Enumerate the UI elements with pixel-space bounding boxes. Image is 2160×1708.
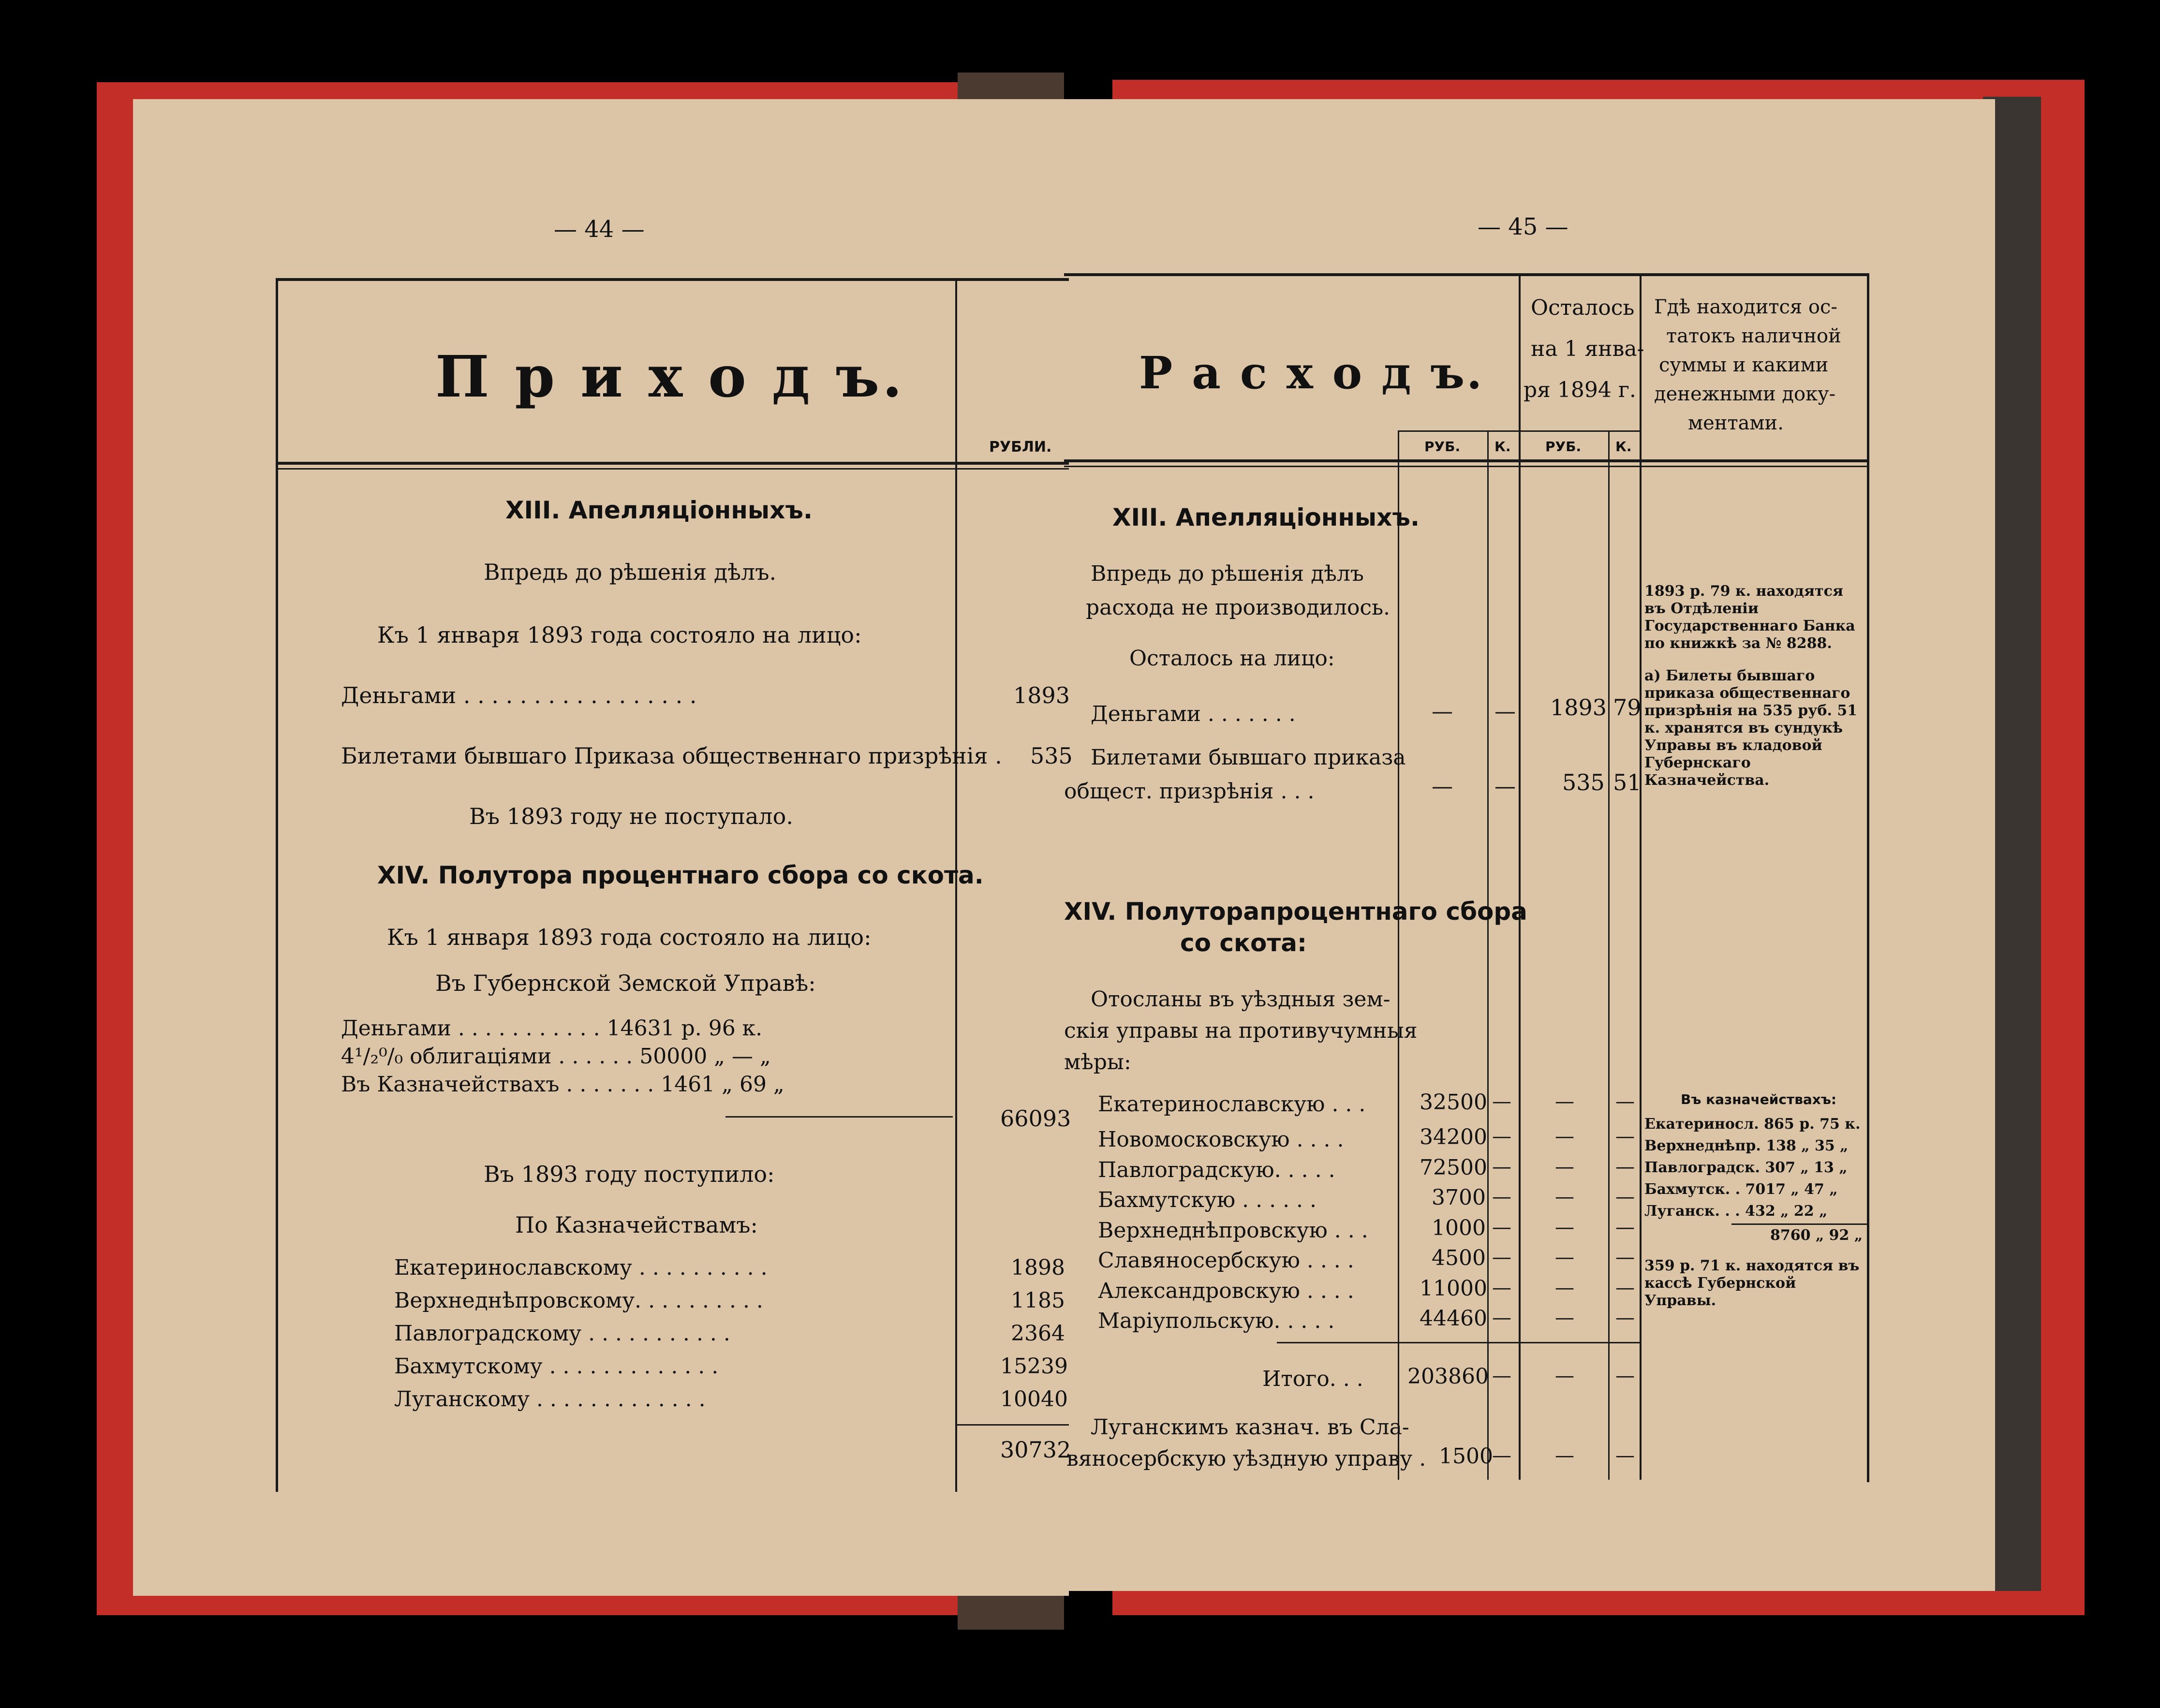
col-header-rub: РУБ.	[1545, 439, 1582, 455]
s13-location-note: 1893 р. 79 к. находятся въ Отдѣленіи Государственнаго Банка по книжкѣ за № 8288.	[1644, 583, 1855, 652]
s13-text: Впредь до рѣшенія дѣлъ	[1091, 561, 1364, 586]
district-label: Верхнеднѣпровскую . . .	[1098, 1218, 1368, 1243]
total-label: Итого. . .	[1262, 1367, 1363, 1391]
dash: —	[1492, 1444, 1511, 1467]
section-13-subtitle: Впредь до рѣшенія дѣлъ.	[484, 559, 777, 585]
header-rule	[1064, 459, 1869, 462]
district-amount: 32500	[1420, 1090, 1487, 1115]
dash: —	[1615, 1216, 1635, 1238]
col-div-e	[1640, 273, 1642, 1480]
s13-money-kop: 79	[1613, 694, 1642, 721]
s14-received: Въ 1893 году поступило:	[484, 1161, 775, 1187]
dash: —	[1492, 1186, 1511, 1208]
dash: —	[1615, 1156, 1635, 1178]
treasury-line: Верхнеднѣпр. 138 „ 35 „	[1644, 1137, 1849, 1154]
s13-tickets-rub: 535	[1562, 769, 1605, 795]
section-14-sub: Въ Губернской Земской Управѣ:	[435, 970, 816, 996]
page-title: Р а с х о д ъ.	[1139, 347, 1484, 399]
col-header-kop: К.	[1494, 439, 1511, 455]
treasuries-total: 8760 „ 92 „	[1770, 1227, 1863, 1244]
dash: —	[1492, 1090, 1511, 1113]
lugansk-amount: 1500	[1439, 1444, 1493, 1469]
s13-row-money-amount: 1893	[1013, 682, 1070, 708]
dash: —	[1492, 1277, 1511, 1299]
district-label: Маріупольскую. . . . .	[1098, 1309, 1335, 1333]
treasury-row-amount: 2364	[1011, 1321, 1065, 1346]
page-number: — 45 —	[1478, 213, 1568, 240]
col-header-kop: К.	[1615, 439, 1632, 455]
header-rule	[276, 462, 1069, 465]
dash: —	[1555, 1307, 1574, 1329]
s14-row: Въ Казначействахъ . . . . . . . 1461 „ 69 „	[341, 1072, 784, 1097]
col-header-rub: РУБ.	[1424, 439, 1461, 455]
section-14-title: XIV. Полуторапроцентнаго сбора	[1064, 898, 1527, 926]
header-where: ментами.	[1688, 412, 1784, 434]
dash: —	[1432, 699, 1453, 724]
treasury-line: Павлоградск. 307 „ 13 „	[1644, 1159, 1848, 1176]
col-div-a	[1398, 430, 1399, 1480]
dash: —	[1615, 1277, 1635, 1299]
total-amount: 203860	[1407, 1364, 1489, 1389]
dash: —	[1492, 1156, 1511, 1178]
dash: —	[1492, 1246, 1511, 1268]
column-header-rubles: РУБЛИ.	[989, 439, 1052, 456]
header-remaining: ря 1894 г.	[1524, 378, 1636, 402]
table-right-border	[1867, 273, 1869, 1482]
section-14-title: XIV. Полутора процентнаго сбора со скота.	[377, 861, 984, 889]
total-rule	[1277, 1342, 1640, 1343]
page-title: П р и х о д ъ.	[435, 343, 905, 410]
header-remaining: Осталось	[1531, 295, 1635, 320]
s13-row-money: Деньгами . . . . . . . . . . . . . . . . .	[341, 682, 697, 708]
s13-money-label: Деньгами . . . . . . .	[1091, 702, 1296, 726]
treasury-row: Бахмутскому . . . . . . . . . . . . .	[394, 1354, 719, 1379]
s14-treasury-heading: По Казначействамъ:	[515, 1212, 758, 1238]
header-where: денежными доку-	[1654, 383, 1836, 405]
dash: —	[1555, 1156, 1574, 1178]
header-rule-2	[1064, 466, 1869, 467]
section-13-title: XIII. Апелляціонныхъ.	[505, 496, 813, 524]
s13-location-note-2: а) Билеты бывшаго приказа общественнаго призрѣнія на 535 руб. 51 к. хранятся въ сундукѣ Управы въ кладовой Губернскаго Казначейства.	[1644, 667, 1858, 789]
header-where: Гдѣ находится ос-	[1654, 296, 1837, 318]
s14-row: Деньгами . . . . . . . . . . . 14631 р. 96 к.	[341, 1016, 763, 1041]
dash: —	[1555, 1246, 1574, 1268]
right-page	[1064, 99, 1995, 1591]
header-remaining: на 1 янва-	[1531, 337, 1644, 361]
col-div-b	[1487, 430, 1489, 1480]
treasury-row-amount: 1185	[1011, 1288, 1065, 1313]
subtotal-rule	[725, 1116, 953, 1118]
s13-tickets-kop: 51	[1613, 769, 1642, 795]
s13-tickets-label: Билетами бывшаго приказа	[1091, 745, 1406, 770]
dash: —	[1615, 1090, 1635, 1113]
dash: —	[1494, 699, 1516, 724]
treasury-row-amount: 1898	[1011, 1255, 1065, 1280]
dash: —	[1492, 1216, 1511, 1238]
district-amount: 44460	[1420, 1306, 1487, 1331]
dash: —	[1615, 1444, 1635, 1467]
dash: —	[1615, 1186, 1635, 1208]
section-14-title: со скота:	[1180, 929, 1307, 957]
s13-text: расхода не производилось.	[1086, 595, 1391, 620]
district-label: Александровскую . . . .	[1098, 1279, 1354, 1303]
header-where: суммы и какими	[1659, 354, 1829, 376]
treasury-total-rule	[955, 1424, 1069, 1426]
dash: —	[1555, 1125, 1574, 1148]
dash: —	[1494, 774, 1516, 799]
dash: —	[1492, 1307, 1511, 1329]
district-amount: 72500	[1420, 1155, 1487, 1180]
treasury-total: 30732	[1000, 1437, 1071, 1463]
table-left-border	[276, 278, 278, 1492]
district-label: Бахмутскую . . . . . .	[1098, 1188, 1317, 1212]
s13-row-tickets: Билетами бывшаго Приказа общественнаго призрѣнія .	[341, 743, 1002, 769]
treasury-row: Верхнеднѣпровскому. . . . . . . . . .	[394, 1288, 763, 1313]
treasury-row-amount: 10040	[1000, 1387, 1068, 1412]
district-amount: 11000	[1420, 1276, 1487, 1301]
dash: —	[1615, 1246, 1635, 1268]
district-label: Новомосковскую . . . .	[1098, 1127, 1344, 1152]
s14-text: скія управы на противучумныя	[1064, 1018, 1418, 1043]
s13-note: Въ 1893 году не поступало.	[469, 803, 793, 829]
dash: —	[1432, 774, 1453, 799]
lugansk-label: вяносербскую уѣздную управу .	[1066, 1446, 1426, 1471]
dash: —	[1555, 1444, 1574, 1467]
lugansk-label: Луганскимъ казнач. въ Сла-	[1091, 1415, 1409, 1440]
s13-tickets-label: общест. призрѣнія . . .	[1064, 779, 1315, 804]
treasury-row: Екатеринославскому . . . . . . . . . .	[394, 1255, 768, 1280]
s13-row-tickets-amount: 535	[1030, 743, 1073, 769]
dash: —	[1492, 1365, 1511, 1387]
district-amount: 1000	[1432, 1216, 1486, 1240]
s13-remaining-label: Осталось на лицо:	[1129, 646, 1335, 671]
dash: —	[1555, 1090, 1574, 1113]
col-div-d	[1608, 430, 1610, 1480]
treasury-row: Луганскому . . . . . . . . . . . . .	[394, 1387, 706, 1412]
district-amount: 3700	[1432, 1185, 1486, 1210]
district-label: Славяносербскую . . . .	[1098, 1248, 1354, 1273]
s13-money-rub: 1893	[1550, 694, 1607, 721]
treasuries-rule	[1731, 1223, 1867, 1225]
dash: —	[1492, 1125, 1511, 1148]
section-13-title: XIII. Апелляціонныхъ.	[1112, 503, 1420, 531]
treasury-line: Екатериносл. 865 р. 75 к.	[1644, 1116, 1861, 1133]
subheader-rule	[1398, 430, 1640, 432]
treasury-row-amount: 15239	[1000, 1354, 1068, 1379]
section-13-line: Къ 1 января 1893 года состояло на лицо:	[377, 622, 862, 648]
page-number: — 44 —	[554, 216, 645, 243]
table-top-border	[276, 278, 1069, 281]
dash: —	[1555, 1277, 1574, 1299]
treasury-row: Павлоградскому . . . . . . . . . . .	[394, 1321, 730, 1346]
s14-total: 66093	[1000, 1105, 1071, 1132]
cash-note: 359 р. 71 к. находятся въ кассѣ Губернской Управы.	[1644, 1257, 1860, 1309]
district-label: Екатеринославскую . . .	[1098, 1092, 1366, 1117]
district-amount: 34200	[1420, 1125, 1487, 1149]
treasury-line: Луганск. . . 432 „ 22 „	[1644, 1203, 1828, 1220]
dash: —	[1555, 1365, 1574, 1387]
treasury-line: Бахмутск. . 7017 „ 47 „	[1644, 1181, 1838, 1198]
dash: —	[1555, 1216, 1574, 1238]
s14-row: 4¹/₂⁰/₀ облигаціями . . . . . . 50000 „ — „	[341, 1044, 771, 1069]
district-label: Павлоградскую. . . . .	[1098, 1158, 1335, 1182]
col-div-c	[1519, 273, 1521, 1480]
dash: —	[1615, 1365, 1635, 1387]
header-rule-2	[276, 468, 1069, 470]
section-14-line: Къ 1 января 1893 года состояло на лицо:	[387, 924, 872, 950]
s14-text: Отосланы въ уѣздныя зем-	[1091, 987, 1391, 1012]
treasuries-title: Въ казначействахъ:	[1681, 1091, 1837, 1107]
table-top-border	[1064, 273, 1869, 276]
district-amount: 4500	[1432, 1246, 1486, 1270]
header-where: татокъ наличной	[1666, 325, 1841, 347]
dash: —	[1555, 1186, 1574, 1208]
s14-text: мѣры:	[1064, 1050, 1131, 1075]
dash: —	[1615, 1307, 1635, 1329]
dash: —	[1615, 1125, 1635, 1148]
